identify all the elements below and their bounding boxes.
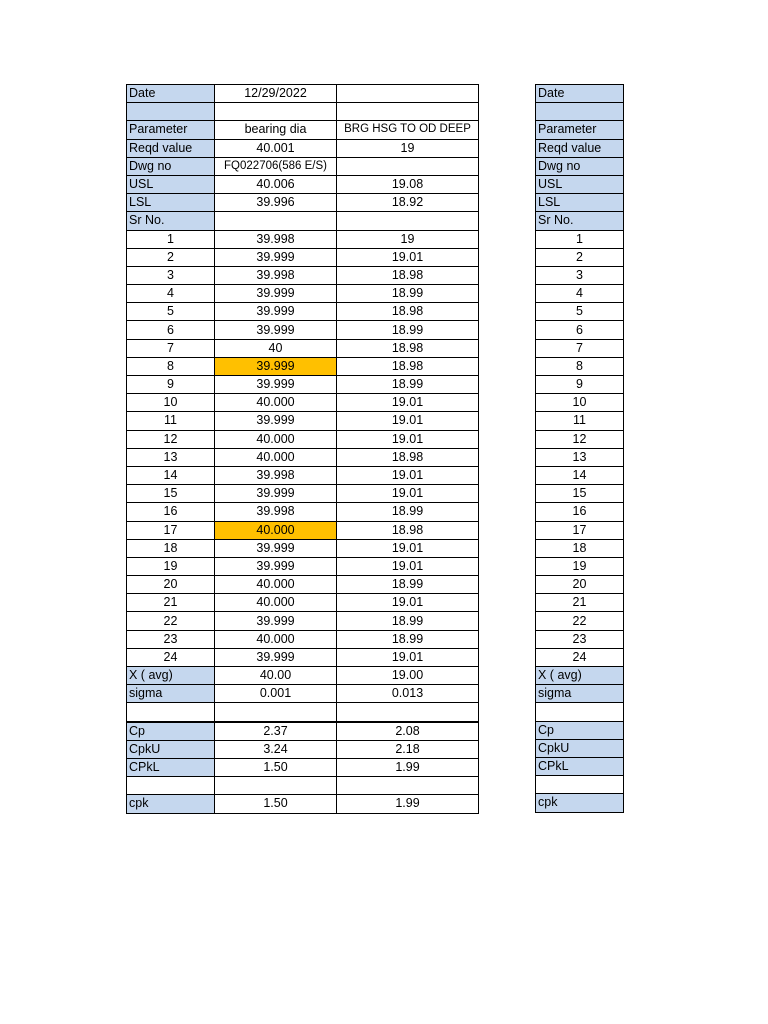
- bearing-dia-cell[interactable]: 39.999: [215, 376, 337, 394]
- spacer-row-2: [127, 777, 479, 795]
- side-table-row: [536, 339, 624, 357]
- table-row: [127, 521, 479, 539]
- brg-hsg-cell[interactable]: 19.01: [337, 648, 479, 666]
- side-table-row: [536, 557, 624, 575]
- dwg-col1[interactable]: FQ022706(586 E/S): [215, 157, 337, 175]
- blank-col2[interactable]: [337, 103, 479, 121]
- side-usl-label[interactable]: USL: [536, 175, 624, 193]
- cp-row: [127, 722, 479, 741]
- side-table-row: [536, 576, 624, 594]
- table-row: [127, 503, 479, 521]
- table-row: [127, 594, 479, 612]
- side-date-label[interactable]: Date: [536, 85, 624, 103]
- side-reqd-label[interactable]: Reqd value: [536, 139, 624, 157]
- sigma-label[interactable]: sigma: [127, 685, 215, 703]
- sr-cell[interactable]: 23: [127, 630, 215, 648]
- sr-cell[interactable]: 1: [127, 230, 215, 248]
- sr-cell[interactable]: 18: [127, 539, 215, 557]
- side-parameter-label[interactable]: Parameter: [536, 121, 624, 139]
- side-table-row: [536, 448, 624, 466]
- side-sr-cell[interactable]: 22: [536, 612, 624, 630]
- sr-cell[interactable]: 11: [127, 412, 215, 430]
- date-row: [127, 85, 479, 103]
- parameter-col1[interactable]: bearing dia: [215, 121, 337, 139]
- side-sr-cell[interactable]: 9: [536, 376, 624, 394]
- table-row: [127, 466, 479, 484]
- brg-hsg-cell[interactable]: 18.99: [337, 576, 479, 594]
- brg-hsg-cell[interactable]: 18.99: [337, 376, 479, 394]
- side-table-row: [536, 412, 624, 430]
- bearing-dia-cell[interactable]: 39.999: [215, 539, 337, 557]
- spc-side-table: [535, 84, 624, 813]
- side-sr-cell[interactable]: 21: [536, 594, 624, 612]
- side-xavg-label[interactable]: X ( avg): [536, 667, 624, 685]
- table-row: [127, 266, 479, 284]
- side-spacer[interactable]: [536, 703, 624, 721]
- reqd-label[interactable]: Reqd value: [127, 139, 215, 157]
- bearing-dia-cell[interactable]: 39.999: [215, 612, 337, 630]
- sr-cell[interactable]: 12: [127, 430, 215, 448]
- blank-col1[interactable]: [215, 103, 337, 121]
- side-table-row: [536, 630, 624, 648]
- side-sr-cell[interactable]: 2: [536, 248, 624, 266]
- side-sr-cell[interactable]: 14: [536, 466, 624, 484]
- measurement-rows: [127, 230, 479, 667]
- brg-hsg-cell[interactable]: 18.98: [337, 521, 479, 539]
- spacer-col2[interactable]: [337, 703, 479, 722]
- side-sr-cell[interactable]: 18: [536, 539, 624, 557]
- cpku-col1[interactable]: 3.24: [215, 740, 337, 758]
- sr-cell[interactable]: 16: [127, 503, 215, 521]
- table-row: [127, 412, 479, 430]
- xavg-col2[interactable]: 19.00: [337, 667, 479, 685]
- sr-cell[interactable]: 13: [127, 448, 215, 466]
- table-row: [127, 339, 479, 357]
- side-sr-cell[interactable]: 20: [536, 576, 624, 594]
- reqd-col2[interactable]: 19: [337, 139, 479, 157]
- table-row: [127, 303, 479, 321]
- sr-cell[interactable]: 10: [127, 394, 215, 412]
- cpkl-row: [127, 758, 479, 776]
- sr-cell[interactable]: 5: [127, 303, 215, 321]
- brg-hsg-cell[interactable]: 19.01: [337, 485, 479, 503]
- side-sr-cell[interactable]: 6: [536, 321, 624, 339]
- brg-hsg-cell[interactable]: 18.98: [337, 303, 479, 321]
- table-row: [127, 448, 479, 466]
- side-lsl-label[interactable]: LSL: [536, 194, 624, 212]
- table-row: [127, 485, 479, 503]
- side-sr-cell[interactable]: 15: [536, 485, 624, 503]
- sr-cell[interactable]: 19: [127, 557, 215, 575]
- bearing-dia-cell[interactable]: 39.999: [215, 648, 337, 666]
- xavg-label[interactable]: X ( avg): [127, 667, 215, 685]
- side-table-row: [536, 376, 624, 394]
- side-table-row: [536, 648, 624, 666]
- parameter-col2[interactable]: BRG HSG TO OD DEEP: [337, 121, 479, 139]
- side-table-row: [536, 266, 624, 284]
- bearing-dia-cell[interactable]: 39.998: [215, 466, 337, 484]
- sr-label[interactable]: Sr No.: [127, 212, 215, 230]
- blank-row: [127, 103, 479, 121]
- table-row: [127, 321, 479, 339]
- brg-hsg-cell[interactable]: 19.01: [337, 594, 479, 612]
- brg-hsg-cell[interactable]: 18.99: [337, 630, 479, 648]
- brg-hsg-cell[interactable]: 18.99: [337, 285, 479, 303]
- side-dwg-label[interactable]: Dwg no: [536, 157, 624, 175]
- date-col2[interactable]: [337, 85, 479, 103]
- bearing-dia-cell[interactable]: 40.000: [215, 521, 337, 539]
- brg-hsg-cell[interactable]: 18.99: [337, 503, 479, 521]
- brg-hsg-cell[interactable]: 18.99: [337, 321, 479, 339]
- table-row: [127, 394, 479, 412]
- brg-hsg-cell[interactable]: 18.98: [337, 448, 479, 466]
- table-row: [127, 630, 479, 648]
- usl-label[interactable]: USL: [127, 175, 215, 193]
- table-row: [127, 430, 479, 448]
- table-row: [127, 648, 479, 666]
- sigma-col2[interactable]: 0.013: [337, 685, 479, 703]
- sr-cell[interactable]: 3: [127, 266, 215, 284]
- side-sr-cell[interactable]: 13: [536, 448, 624, 466]
- spacer-col1[interactable]: [215, 703, 337, 722]
- brg-hsg-cell[interactable]: 19.01: [337, 557, 479, 575]
- sr-cell[interactable]: 9: [127, 376, 215, 394]
- side-sr-cell[interactable]: 3: [536, 266, 624, 284]
- cpku-col2[interactable]: 2.18: [337, 740, 479, 758]
- side-table-row: [536, 248, 624, 266]
- usl-col2[interactable]: 19.08: [337, 175, 479, 193]
- side-table-row: [536, 230, 624, 248]
- side-sr-cell[interactable]: 12: [536, 430, 624, 448]
- side-measurement-rows: [536, 230, 624, 667]
- brg-hsg-cell[interactable]: 19.01: [337, 394, 479, 412]
- xavg-row: [127, 667, 479, 685]
- brg-hsg-cell[interactable]: 18.98: [337, 339, 479, 357]
- side-cp-label[interactable]: Cp: [536, 721, 624, 739]
- bearing-dia-cell[interactable]: 39.999: [215, 357, 337, 375]
- spacer-label[interactable]: [127, 703, 215, 722]
- bearing-dia-cell[interactable]: 39.999: [215, 248, 337, 266]
- table-row: [127, 539, 479, 557]
- side-cpk-label[interactable]: cpk: [536, 794, 624, 812]
- cp-col1[interactable]: 2.37: [215, 722, 337, 741]
- brg-hsg-cell[interactable]: 19: [337, 230, 479, 248]
- side-sr-cell[interactable]: 7: [536, 339, 624, 357]
- bearing-dia-cell[interactable]: 40.000: [215, 630, 337, 648]
- bearing-dia-cell[interactable]: 39.999: [215, 321, 337, 339]
- side-table-row: [536, 521, 624, 539]
- side-sr-cell[interactable]: 23: [536, 630, 624, 648]
- table-row: [127, 576, 479, 594]
- side-table-row: [536, 503, 624, 521]
- bearing-dia-cell[interactable]: 39.999: [215, 412, 337, 430]
- bearing-dia-cell[interactable]: 39.998: [215, 230, 337, 248]
- bearing-dia-cell[interactable]: 40.000: [215, 576, 337, 594]
- cpkl-col2[interactable]: 1.99: [337, 758, 479, 776]
- side-spacer-2[interactable]: [536, 776, 624, 794]
- side-sigma-label[interactable]: sigma: [536, 685, 624, 703]
- cpk-col1[interactable]: 1.50: [215, 795, 337, 813]
- side-sr-cell[interactable]: 10: [536, 394, 624, 412]
- cpkl-col1[interactable]: 1.50: [215, 758, 337, 776]
- bearing-dia-cell[interactable]: 40: [215, 339, 337, 357]
- side-sr-cell[interactable]: 16: [536, 503, 624, 521]
- side-cpkl-label[interactable]: CPkL: [536, 757, 624, 775]
- side-table-row: [536, 285, 624, 303]
- bearing-dia-cell[interactable]: 39.999: [215, 557, 337, 575]
- sr-cell[interactable]: 24: [127, 648, 215, 666]
- sr-col2[interactable]: [337, 212, 479, 230]
- lsl-label[interactable]: LSL: [127, 194, 215, 212]
- brg-hsg-cell[interactable]: 19.01: [337, 539, 479, 557]
- blank-label[interactable]: [127, 103, 215, 121]
- sr-cell[interactable]: 2: [127, 248, 215, 266]
- bearing-dia-cell[interactable]: 39.998: [215, 503, 337, 521]
- spacer-row: [127, 703, 479, 722]
- cpk-row: [127, 795, 479, 813]
- xavg-col1[interactable]: 40.00: [215, 667, 337, 685]
- spc-main-table: [126, 84, 479, 814]
- side-table-row: [536, 303, 624, 321]
- dwg-row: [127, 157, 479, 175]
- table-row: [127, 230, 479, 248]
- sr-cell[interactable]: 8: [127, 357, 215, 375]
- cpku-row: [127, 740, 479, 758]
- sr-cell[interactable]: 14: [127, 466, 215, 484]
- cp-col2[interactable]: 2.08: [337, 722, 479, 741]
- side-table-row: [536, 394, 624, 412]
- sr-cell[interactable]: 22: [127, 612, 215, 630]
- brg-hsg-cell[interactable]: 18.98: [337, 266, 479, 284]
- usl-row: [127, 175, 479, 193]
- table-row: [127, 248, 479, 266]
- side-sr-label[interactable]: Sr No.: [536, 212, 624, 230]
- bearing-dia-cell[interactable]: 39.999: [215, 303, 337, 321]
- brg-hsg-cell[interactable]: 19.01: [337, 248, 479, 266]
- side-sr-cell[interactable]: 17: [536, 521, 624, 539]
- sr-cell[interactable]: 20: [127, 576, 215, 594]
- side-sr-cell[interactable]: 8: [536, 357, 624, 375]
- side-sr-cell[interactable]: 11: [536, 412, 624, 430]
- sigma-col1[interactable]: 0.001: [215, 685, 337, 703]
- side-table-row: [536, 485, 624, 503]
- lsl-row: [127, 194, 479, 212]
- parameter-label[interactable]: Parameter: [127, 121, 215, 139]
- parameter-row: [127, 121, 479, 139]
- side-table-row: [536, 612, 624, 630]
- table-row: [127, 285, 479, 303]
- brg-hsg-cell[interactable]: 18.98: [337, 357, 479, 375]
- side-table-row: [536, 321, 624, 339]
- side-sr-cell[interactable]: 5: [536, 303, 624, 321]
- brg-hsg-cell[interactable]: 18.99: [337, 612, 479, 630]
- bearing-dia-cell[interactable]: 40.000: [215, 594, 337, 612]
- cpkl-label[interactable]: CPkL: [127, 758, 215, 776]
- bearing-dia-cell[interactable]: 40.000: [215, 448, 337, 466]
- date-value[interactable]: 12/29/2022: [215, 85, 337, 103]
- sr-cell[interactable]: 4: [127, 285, 215, 303]
- dwg-label[interactable]: Dwg no: [127, 157, 215, 175]
- side-table-row: [536, 357, 624, 375]
- bearing-dia-cell[interactable]: 39.999: [215, 285, 337, 303]
- reqd-col1[interactable]: 40.001: [215, 139, 337, 157]
- side-table-row: [536, 466, 624, 484]
- sigma-row: [127, 685, 479, 703]
- bearing-dia-cell[interactable]: 39.998: [215, 266, 337, 284]
- lsl-col1[interactable]: 39.996: [215, 194, 337, 212]
- bearing-dia-cell[interactable]: 40.000: [215, 430, 337, 448]
- sr-col1[interactable]: [215, 212, 337, 230]
- side-sr-cell[interactable]: 1: [536, 230, 624, 248]
- side-table-row: [536, 430, 624, 448]
- table-row: [127, 557, 479, 575]
- side-sr-cell[interactable]: 24: [536, 648, 624, 666]
- spacer2-col2[interactable]: [337, 777, 479, 795]
- side-cpku-label[interactable]: CpkU: [536, 739, 624, 757]
- side-table-row: [536, 539, 624, 557]
- sr-cell[interactable]: 21: [127, 594, 215, 612]
- table-row: [127, 612, 479, 630]
- sr-row: [127, 212, 479, 230]
- spacer2-col1[interactable]: [215, 777, 337, 795]
- table-row: [127, 357, 479, 375]
- side-sr-cell[interactable]: 4: [536, 285, 624, 303]
- brg-hsg-cell[interactable]: 19.01: [337, 430, 479, 448]
- brg-hsg-cell[interactable]: 19.01: [337, 412, 479, 430]
- sr-cell[interactable]: 17: [127, 521, 215, 539]
- side-table-row: [536, 594, 624, 612]
- usl-col1[interactable]: 40.006: [215, 175, 337, 193]
- cpku-label[interactable]: CpkU: [127, 740, 215, 758]
- spacer2-label[interactable]: [127, 777, 215, 795]
- side-sr-cell[interactable]: 19: [536, 557, 624, 575]
- bearing-dia-cell[interactable]: 40.000: [215, 394, 337, 412]
- dwg-col2[interactable]: [337, 157, 479, 175]
- cpk-col2[interactable]: 1.99: [337, 795, 479, 813]
- lsl-col2[interactable]: 18.92: [337, 194, 479, 212]
- bearing-dia-cell[interactable]: 39.999: [215, 485, 337, 503]
- sr-cell[interactable]: 15: [127, 485, 215, 503]
- side-blank-label[interactable]: [536, 103, 624, 121]
- table-row: [127, 376, 479, 394]
- reqd-row: [127, 139, 479, 157]
- cp-label[interactable]: Cp: [127, 722, 215, 741]
- brg-hsg-cell[interactable]: 19.01: [337, 466, 479, 484]
- cpk-label[interactable]: cpk: [127, 795, 215, 813]
- sr-cell[interactable]: 6: [127, 321, 215, 339]
- sr-cell[interactable]: 7: [127, 339, 215, 357]
- date-label[interactable]: Date: [127, 85, 215, 103]
